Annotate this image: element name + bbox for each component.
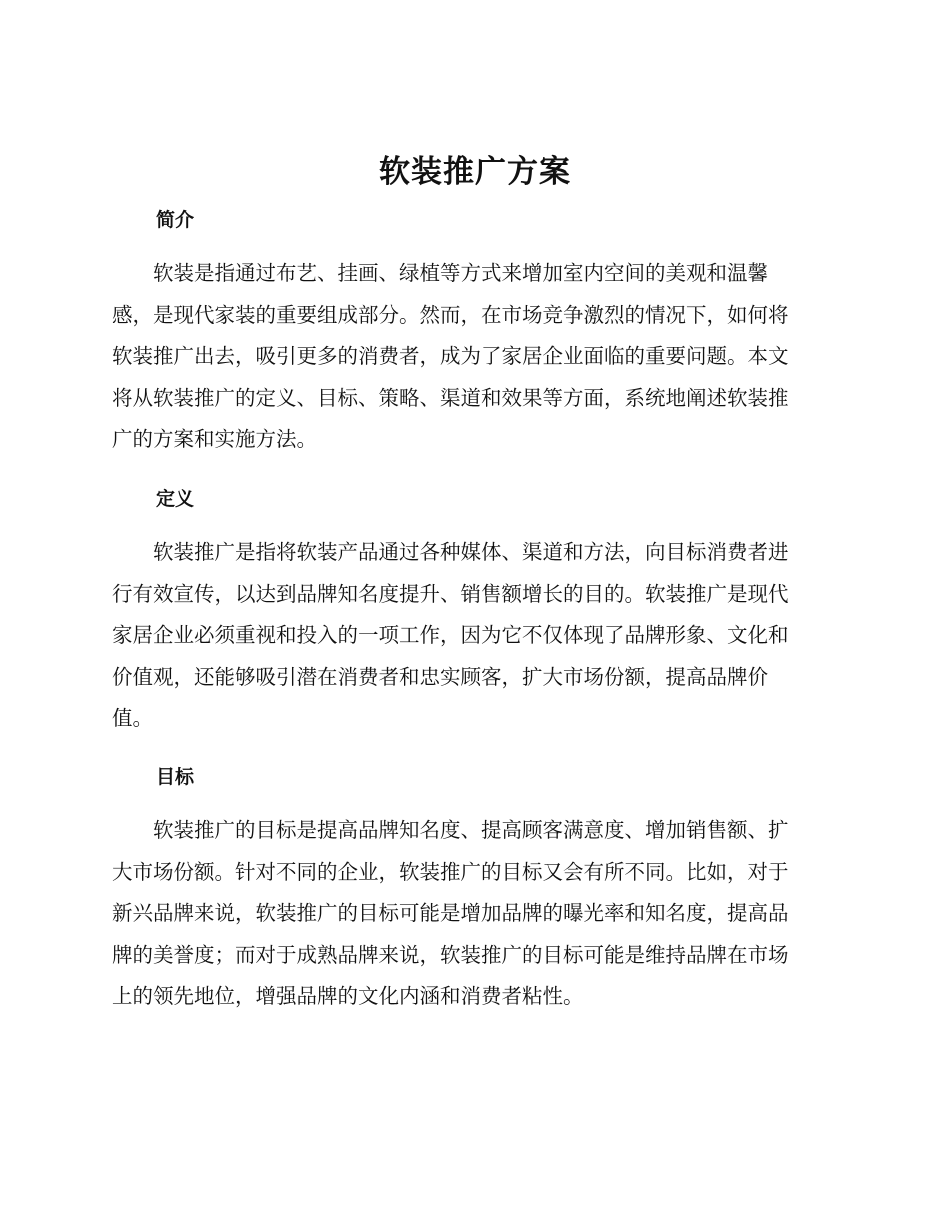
text-line: 价值观，还能够吸引潜在消费者和忠实顾客，扩大市场份额，提高品牌价 [112,664,768,689]
section-heading-intro: 简介 [156,209,195,231]
text-line: 将从软装推广的定义、目标、策略、渠道和效果等方面，系统地阐述软装推 [112,385,789,410]
text-line: 软装是指通过布艺、挂画、绿植等方式来增加室内空间的美观和温馨 [153,261,768,285]
section-body-definition [112,532,836,740]
text-line: 行有效宣传，以达到品牌知名度提升、销售额增长的目的。软装推广是现代 [112,581,789,606]
text-line: 广的方案和实施方法。 [112,427,317,451]
section-heading-goals: 目标 [156,766,195,788]
text-line: 软装推广的目标是提高品牌知名度、提高顾客满意度、增加销售额、扩 [153,818,789,842]
text-line: 新兴品牌来说，软装推广的目标可能是增加品牌的曝光率和知名度，提高品 [112,901,789,925]
text-line: 家居企业必须重视和投入的一项工作，因为它不仅体现了品牌形象、文化和 [112,623,789,647]
text-line: 软装推广是指将软装产品通过各种媒体、渠道和方法，向目标消费者进 [153,540,789,564]
text-line: 大市场份额。针对不同的企业，软装推广的目标又会有所不同。比如，对于 [112,859,789,884]
text-line: 值。 [112,706,153,730]
text-line: 上的领先地位，增强品牌的文化内涵和消费者粘性。 [112,984,584,1008]
section-heading-definition: 定义 [156,488,195,510]
text-line: 软装推广出去，吸引更多的消费者，成为了家居企业面临的重要问题。本文 [112,344,789,368]
text-line: 牌的美誉度；而对于成熟品牌来说，软装推广的目标可能是维持品牌在市场 [112,942,789,967]
section-body-intro [112,253,836,461]
section-body-goals [112,810,836,1018]
text-line: 感，是现代家装的重要组成部分。然而，在市场竞争激烈的情况下，如何将 [112,302,789,327]
document-title: 软装推广方案 [379,154,571,190]
